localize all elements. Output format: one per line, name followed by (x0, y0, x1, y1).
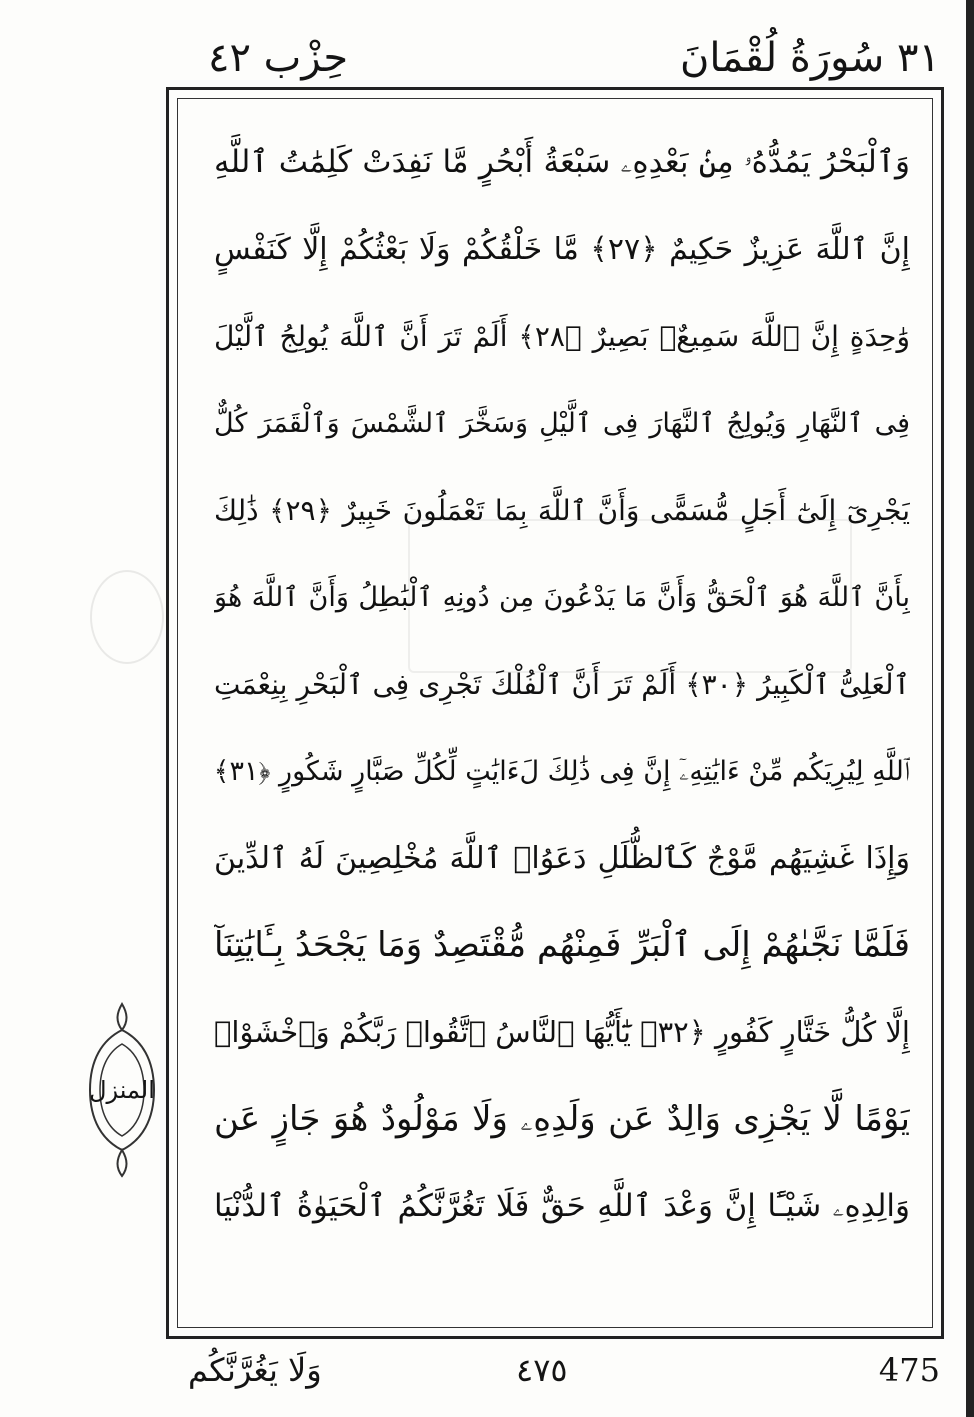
page-edge-shadow (966, 0, 974, 1417)
text-line: يَوْمًا لَّا يَجْزِى وَالِدٌ عَن وَلَدِهِۦ وَلَا مَوْلُودٌ هُوَ جَازٍ عَن (214, 1099, 910, 1139)
text-line: وَإِذَا غَشِيَهُم مَّوْجٌ كَٱلظُّلَلِ دَعَوُا۟ ٱللَّهَ مُخْلِصِينَ لَهُ ٱلدِّينَ (214, 841, 910, 876)
text-line: وَٰحِدَةٍ إِنَّ ٱللَّهَ سَمِيعٌۢ بَصِيرٌ ﴿٢٨﴾ أَلَمْ تَرَ أَنَّ ٱللَّهَ يُولِجُ ٱلَّيْلَ (214, 320, 910, 353)
text-frame (166, 87, 944, 1339)
text-line: وَالِدِهِۦ شَيْـًٔا إِنَّ وَعْدَ ٱللَّهِ حَقٌّ فَلَا تَغُرَّنَّكُمُ ٱلْحَيَوٰةُ ٱلدُّنْيَا (214, 1188, 910, 1224)
page-number-arabic: ٤٧٥ (516, 1351, 568, 1389)
manzil-label: المنزل (89, 1076, 155, 1104)
text-line: وَٱلْبَحْرُ يَمُدُّهُۥ مِنۢ بَعْدِهِۦ سَبْعَةُ أَبْحُرٍ مَّا نَفِدَتْ كَلِمَٰتُ ٱللَّهِ (214, 144, 910, 180)
quran-text (214, 119, 910, 1311)
surah-title: ٣١ سُورَةُ لُقْمَانَ (680, 35, 940, 81)
text-line: ٱللَّهِ لِيُرِيَكُم مِّنْ ءَايَٰتِهِۦٓ إِنَّ فِى ذَٰلِكَ لَءَايَٰتٍ لِّكُلِّ صَبَّارٍ شَكُورٍ ﴿٣١﴾ (214, 756, 910, 787)
page-number-latin: 475 (878, 1351, 940, 1389)
manzil-marker-ornament (84, 1000, 160, 1180)
page-footer (166, 1340, 944, 1400)
hizb-label: حِزْب ٤٢ (208, 35, 349, 81)
text-line: فِى ٱلنَّهَارِ وَيُولِجُ ٱلنَّهَارَ فِى ٱلَّيْلِ وَسَخَّرَ ٱلشَّمْسَ وَٱلْقَمَرَ كُلٌّ (214, 408, 910, 439)
margin-medallion-ornament (90, 570, 164, 664)
text-line: إِلَّا كُلُّ خَتَّارٍ كَفُورٍ ﴿٣٢﴾ يَٰٓأَيُّهَا ٱلنَّاسُ ٱتَّقُوا۟ رَبَّكُمْ وَٱخْشَوْا۟ (214, 1015, 910, 1049)
text-line: بِأَنَّ ٱللَّهَ هُوَ ٱلْحَقُّ وَأَنَّ مَا يَدْعُونَ مِن دُونِهِ ٱلْبَٰطِلُ وَأَنَّ ٱللَّهَ هُوَ (214, 582, 910, 613)
page-header (200, 30, 940, 90)
text-frame-inner (177, 98, 933, 1328)
text-line: ٱلْعَلِىُّ ٱلْكَبِيرُ ﴿٣٠﴾ أَلَمْ تَرَ أَنَّ ٱلْفُلْكَ تَجْرِى فِى ٱلْبَحْرِ بِنِعْمَتِ (214, 668, 910, 701)
catchword: وَلَا يَغُرَّنَّكُم (188, 1351, 322, 1389)
text-line: يَجْرِىٓ إِلَىٰٓ أَجَلٍ مُّسَمًّى وَأَنَّ ٱللَّهَ بِمَا تَعْمَلُونَ خَبِيرٌ ﴿٢٩﴾ ذَٰلِكَ (214, 494, 910, 527)
text-line: فَلَمَّا نَجَّىٰهُمْ إِلَى ٱلْبَرِّ فَمِنْهُم مُّقْتَصِدٌ وَمَا يَجْحَدُ بِـَٔايَٰتِنَآ (214, 925, 910, 965)
text-line: إِنَّ ٱللَّهَ عَزِيزٌ حَكِيمٌ ﴿٢٧﴾ مَّا خَلْقُكُمْ وَلَا بَعْثُكُمْ إِلَّا كَنَفْسٍ (214, 232, 910, 267)
